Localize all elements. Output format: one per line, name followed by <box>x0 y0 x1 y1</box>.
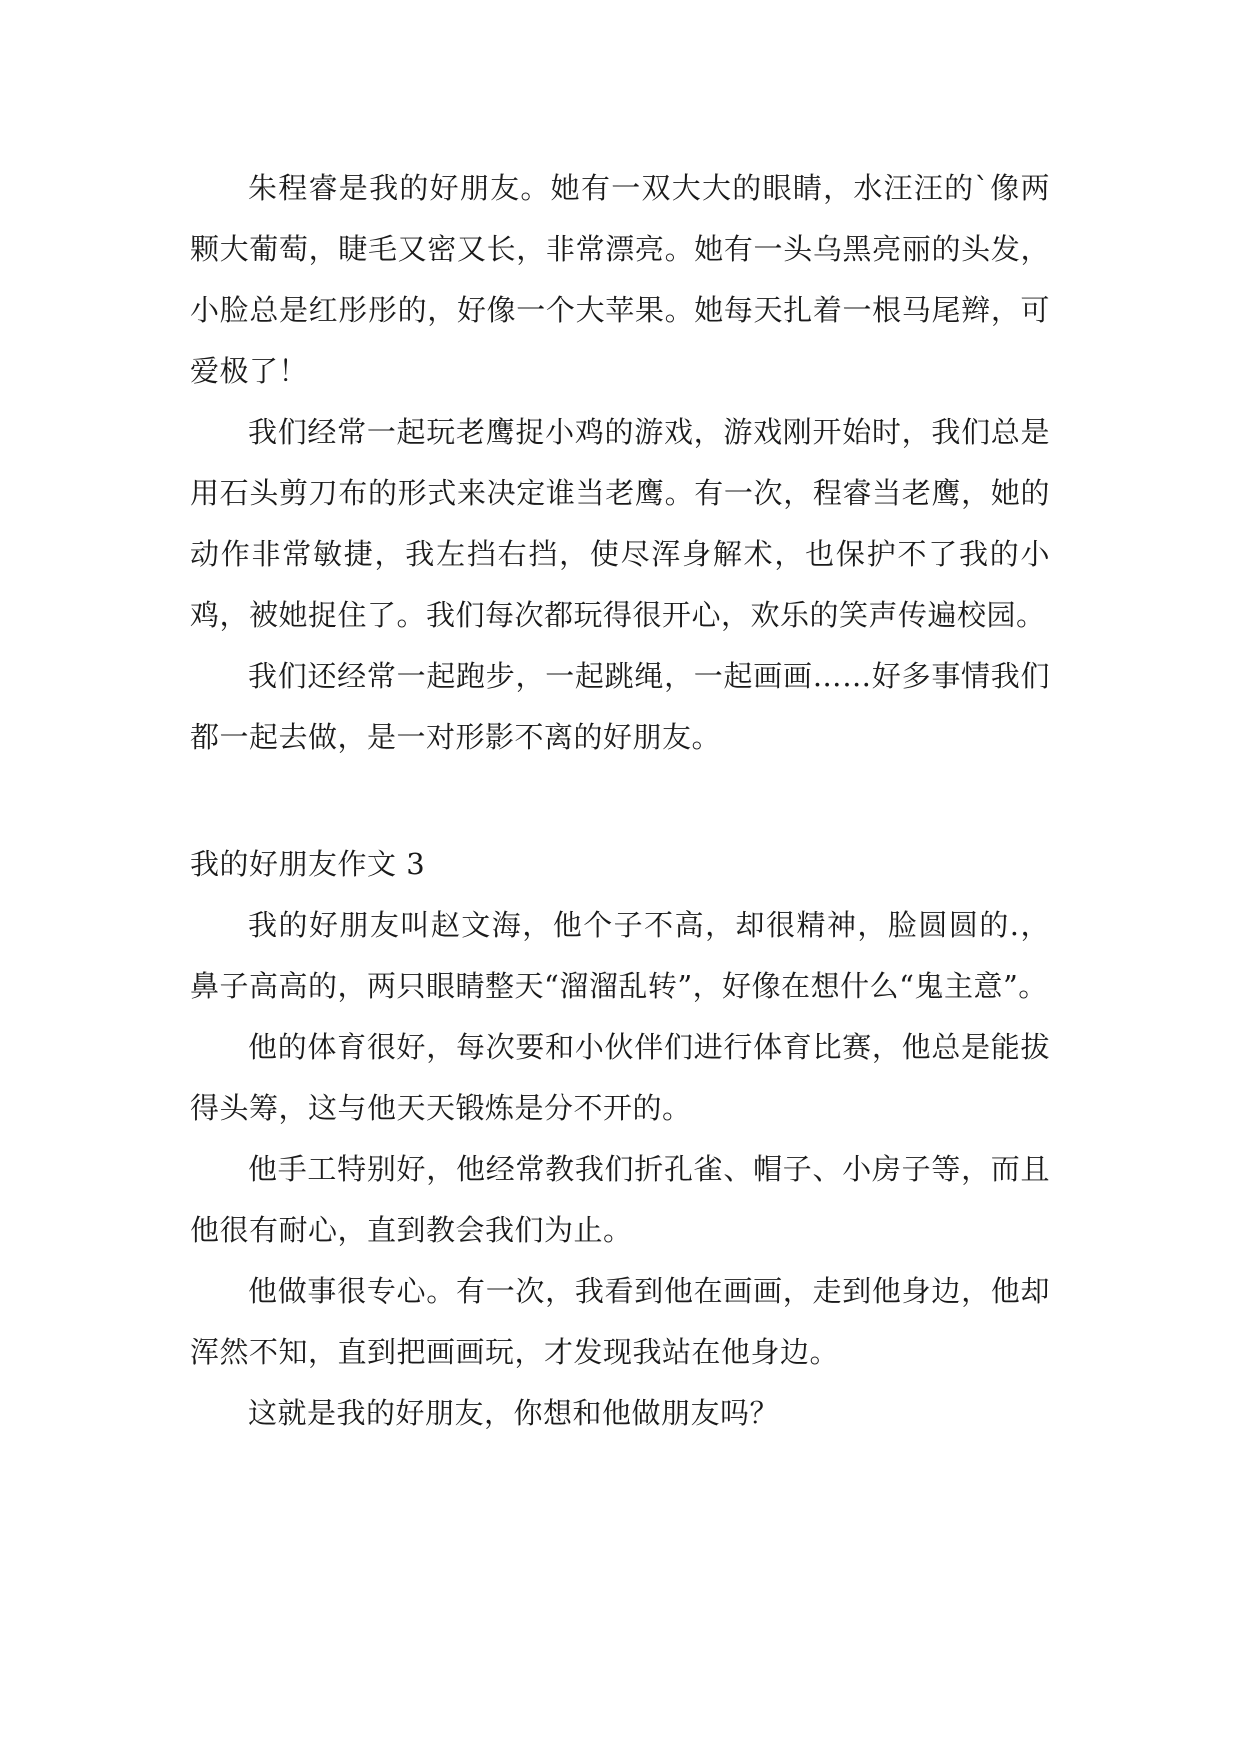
essay-section-2 <box>190 158 1050 768</box>
paragraph: 朱程睿是我的好朋友。她有一双大大的眼睛，水汪汪的`像两颗大葡萄，睫毛又密又长，非常漂亮。她有一头乌黑亮丽的头发，小脸总是红彤彤的，好像一个大苹果。她每天扎着一根马尾辫，可爱极了！ <box>190 171 1050 388</box>
paragraph: 我们还经常一起跑步，一起跳绳，一起画画……好多事情我们都一起去做，是一对形影不离的好朋友。 <box>190 659 1050 754</box>
paragraph: 他做事很专心。有一次，我看到他在画画，走到他身边，他却浑然不知，直到把画画玩，才发现我站在他身边。 <box>190 1274 1050 1369</box>
paragraph: 他手工特别好，他经常教我们折孔雀、帽子、小房子等，而且他很有耐心，直到教会我们为止。 <box>190 1152 1050 1247</box>
paragraph: 我的好朋友叫赵文海，他个子不高，却很精神，脸圆圆的.，鼻子高高的，两只眼睛整天“溜溜乱转”，好像在想什么“鬼主意”。 <box>190 908 1050 1003</box>
essay-title: 我的好朋友作文 3 <box>190 847 426 881</box>
paragraph: 我们经常一起玩老鹰捉小鸡的游戏，游戏刚开始时，我们总是用石头剪刀布的形式来决定谁当老鹰。有一次，程睿当老鹰，她的动作非常敏捷，我左挡右挡，使尽浑身解术，也保护不了我的小鸡，被她捉住了。我们每次都玩得很开心，欢乐的笑声传遍校园。 <box>190 415 1050 632</box>
paragraph: 这就是我的好朋友，你想和他做朋友吗？ <box>248 1396 780 1430</box>
document-page <box>190 158 1050 1444</box>
essay-section-3 <box>190 834 1050 1444</box>
paragraph: 他的体育很好，每次要和小伙伴们进行体育比赛，他总是能拔得头筹，这与他天天锻炼是分不开的。 <box>190 1030 1050 1125</box>
section-spacer <box>190 768 1050 834</box>
